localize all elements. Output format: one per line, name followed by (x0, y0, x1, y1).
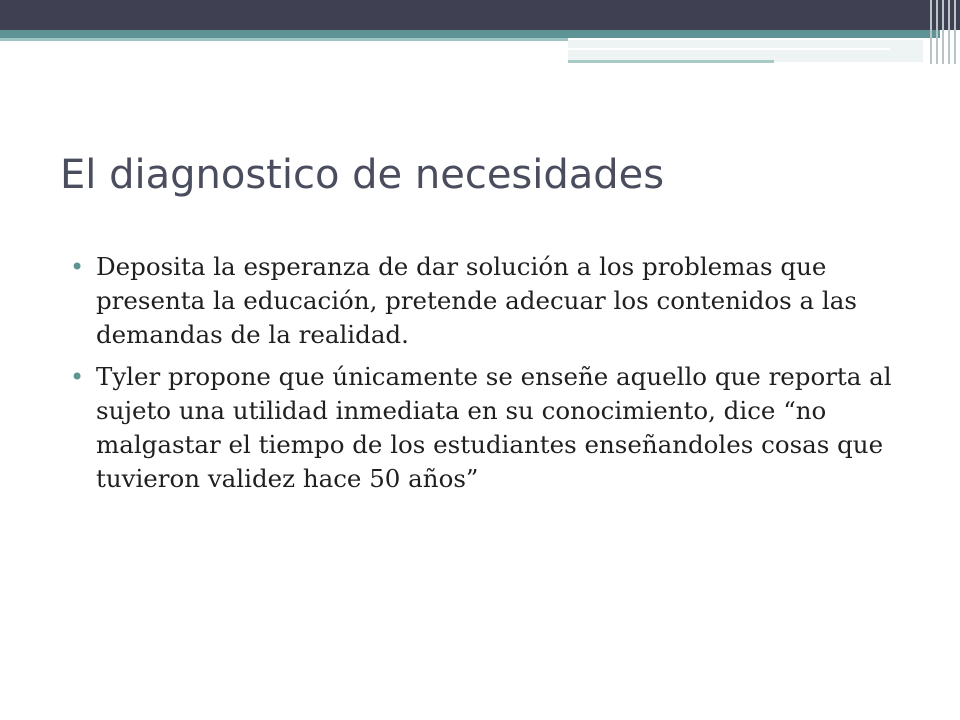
slide-title: El diagnostico de necesidades (60, 152, 665, 198)
header-accent-short-line (568, 60, 774, 63)
bullet-item (70, 250, 910, 352)
bullet-dot-icon: • (70, 253, 85, 281)
header-bar (0, 0, 960, 30)
bullet-text: Tyler propone que únicamente se enseñe aquello que reporta al sujeto una utilidad inmediata en su conocimiento, dice “no malgastar el tiempo de los estudiantes enseñandoles cosas que tuvieron validez hace 50 años” (96, 362, 892, 493)
header-accent-thin-line (0, 38, 568, 41)
bullet-text: Deposita la esperanza de dar solución a los problemas que presenta la educación, pretende adecuar los contenidos a las demandas de la realidad. (96, 252, 857, 349)
bullet-list (70, 250, 910, 504)
header-accent-white-line (568, 48, 890, 50)
header-accent-line (0, 30, 940, 38)
header-accent-block (568, 40, 923, 62)
bullet-item (70, 360, 910, 496)
bullet-dot-icon: • (70, 363, 85, 391)
corner-stripes (928, 0, 960, 64)
